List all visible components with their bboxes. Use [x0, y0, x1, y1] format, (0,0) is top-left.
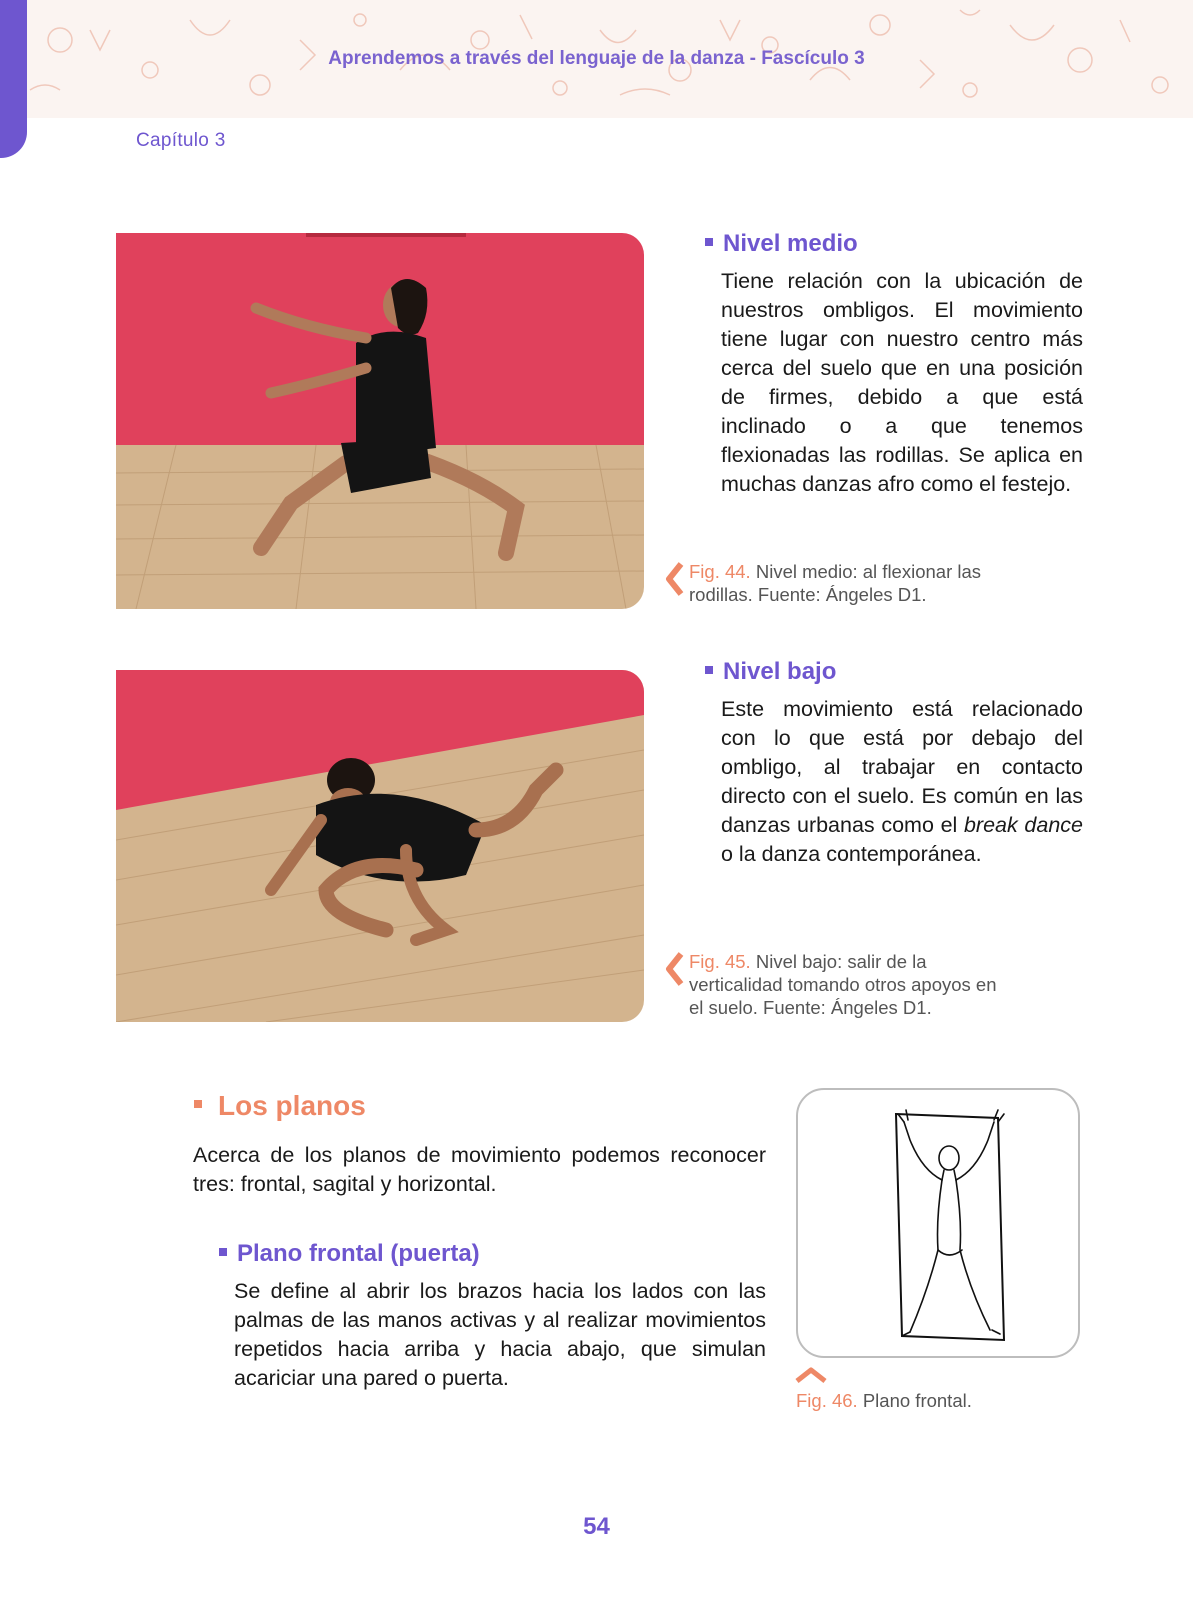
heading-nivel-medio: Nivel medio: [705, 230, 858, 258]
square-bullet-icon: [219, 1248, 227, 1256]
heading-los-planos: Los planos: [194, 1090, 366, 1122]
photo-nivel-medio: [116, 233, 644, 609]
text-los-planos-intro: Acerca de los planos de movimiento podemos reconocer tres: frontal, sagital y horizontal.: [193, 1143, 766, 1196]
text-nivel-bajo: Este movimiento está relacionado con lo que está por debajo del ombligo, al trabajar en contacto directo con el suelo. Es común en las danzas urbanas como el break dance o la danza contemporánea.: [721, 697, 1083, 866]
caption-fig-45: Fig. 45. Nivel bajo: salir de la verticalidad tomando otros apoyos en el suelo. Fuente: Ángeles D1.: [689, 951, 997, 1018]
chevron-left-icon: [663, 561, 685, 597]
square-bullet-icon: [705, 666, 713, 674]
text-nivel-medio: Tiene relación con la ubicación de nuestros ombligos. El movimiento tiene lugar con nuestro centro más cerca del suelo que en una posición de firmes, debido a que está inclinado o a que tenemos flexionadas las rodillas. Se aplica en muchas danzas afro como el festejo.: [721, 269, 1083, 496]
caption-fig-46: Fig. 46. Plano frontal.: [796, 1390, 972, 1411]
text-plano-frontal: Se define al abrir los brazos hacia los lados con las palmas de las manos activas y al realizar movimientos repetidos hacia arriba y hacia abajo, que simulan acariciar una pared o puerta.: [234, 1279, 766, 1390]
fascicle-title: Aprendemos a través del lenguaje de la danza - Fascículo 3: [328, 48, 865, 69]
figure-plano-frontal: [796, 1088, 1080, 1358]
square-bullet-icon: [705, 238, 713, 246]
caption-fig-44: Fig. 44. Nivel medio: al flexionar las rodillas. Fuente: Ángeles D1.: [689, 561, 982, 605]
square-bullet-icon: [194, 1100, 202, 1108]
chapter-label: Capítulo 3: [136, 130, 226, 151]
page-number: 54: [583, 1513, 610, 1540]
chapter-side-tab: [0, 0, 27, 158]
photo-nivel-bajo: [116, 670, 644, 1022]
frontal-plane-figure-drawing: [798, 1090, 1078, 1356]
chevron-up-icon: [794, 1366, 828, 1384]
heading-plano-frontal: Plano frontal (puerta): [219, 1240, 480, 1268]
heading-nivel-bajo: Nivel bajo: [705, 658, 836, 686]
chevron-left-icon: [663, 951, 685, 987]
